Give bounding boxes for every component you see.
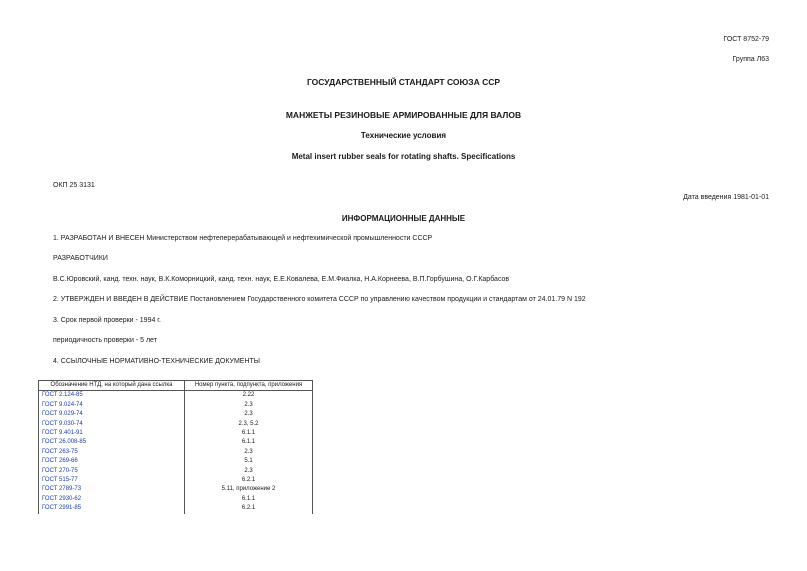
doc-link[interactable]: ГОСТ 9.024-74 [39,401,185,410]
table-row [39,504,313,513]
item-ref: 2.22 [185,391,313,401]
item-ref: 2.3, 5.2 [185,420,313,429]
item-ref: 6.1.1 [185,438,313,447]
table-row [39,448,313,457]
item-ref: 2.3 [185,467,313,476]
table-row [39,401,313,410]
document-subtitle: Технические условия [360,131,447,140]
paragraph-references: 4. ССЫЛОЧНЫЕ НОРМАТИВНО-ТЕХНИЧЕСКИЕ ДОКУМЕНТЫ [53,358,260,365]
item-ref: 2.3 [185,448,313,457]
paragraph-first-check: 3. Срок первой проверки - 1994 г. [53,317,161,324]
column-header-doc: Обозначение НТД, на который дана ссылка [39,381,185,391]
table-row [39,457,313,466]
doc-code: ГОСТ 8752-79 [723,36,769,43]
document-title-en: Metal insert rubber seals for rotating shafts. Specifications [291,152,516,161]
table-row [39,410,313,419]
table-row [39,485,313,494]
references-table [38,380,313,514]
table-row [39,467,313,476]
table-header-row [39,381,313,391]
info-heading: ИНФОРМАЦИОННЫЕ ДАННЫЕ [341,214,466,223]
column-header-item: Номер пункта, подпункта, приложения [185,381,313,391]
table-row [39,420,313,429]
paragraph-developed: 1. РАЗРАБОТАН И ВНЕСЕН Министерством нефтеперерабатывающей и нефтехимической промышленности СССР [53,235,433,242]
standard-title: ГОСУДАРСТВЕННЫЙ СТАНДАРТ СОЮЗА ССР [306,77,501,87]
doc-link[interactable]: ГОСТ 26.008-85 [39,438,185,447]
okp-code: ОКП 25 3131 [53,182,95,189]
paragraph-check-period: периодичность проверки - 5 лет [53,337,157,344]
doc-link[interactable]: ГОСТ 2930-62 [39,495,185,504]
doc-link[interactable]: ГОСТ 2.124-85 [39,391,185,401]
paragraph-approved: 2. УТВЕРЖДЕН И ВВЕДЕН В ДЕЙСТВИЕ Постановлением Государственного комитета СССР по управлению качеством продукции и стандартам от 24.01.79 N 192 [53,296,586,303]
doc-link[interactable]: ГОСТ 269-66 [39,457,185,466]
table-row [39,476,313,485]
table-row [39,438,313,447]
doc-link[interactable]: ГОСТ 270-75 [39,467,185,476]
group-code: Группа Л63 [732,56,769,63]
item-ref: 6.2.1 [185,504,313,513]
table-row [39,495,313,504]
doc-link[interactable]: ГОСТ 515-77 [39,476,185,485]
item-ref: 2.3 [185,410,313,419]
item-ref: 6.1.1 [185,429,313,438]
developers-list: В.С.Юровский, канд. техн. наук, В.К.Коморницкий, канд. техн. наук, Е.Е.Ковалева, Е.М.Фиалка, Н.А.Корнеева, В.П.Горбушина, О.Г.Карбасов [53,276,510,283]
developers-label: РАЗРАБОТЧИКИ [53,255,108,262]
doc-link[interactable]: ГОСТ 9.029-74 [39,410,185,419]
item-ref: 5.1 [185,457,313,466]
intro-date: Дата введения 1981-01-01 [683,194,769,201]
item-ref: 6.2.1 [185,476,313,485]
doc-link[interactable]: ГОСТ 9.401-91 [39,429,185,438]
item-ref: 6.1.1 [185,495,313,504]
table-row [39,391,313,401]
item-ref: 5.11, приложение 2 [185,485,313,494]
document-title: МАНЖЕТЫ РЕЗИНОВЫЕ АРМИРОВАННЫЕ ДЛЯ ВАЛОВ [285,110,522,120]
table-row [39,429,313,438]
item-ref: 2.3 [185,401,313,410]
doc-link[interactable]: ГОСТ 263-75 [39,448,185,457]
doc-link[interactable]: ГОСТ 2991-85 [39,504,185,513]
doc-link[interactable]: ГОСТ 9.030-74 [39,420,185,429]
doc-link[interactable]: ГОСТ 2789-73 [39,485,185,494]
